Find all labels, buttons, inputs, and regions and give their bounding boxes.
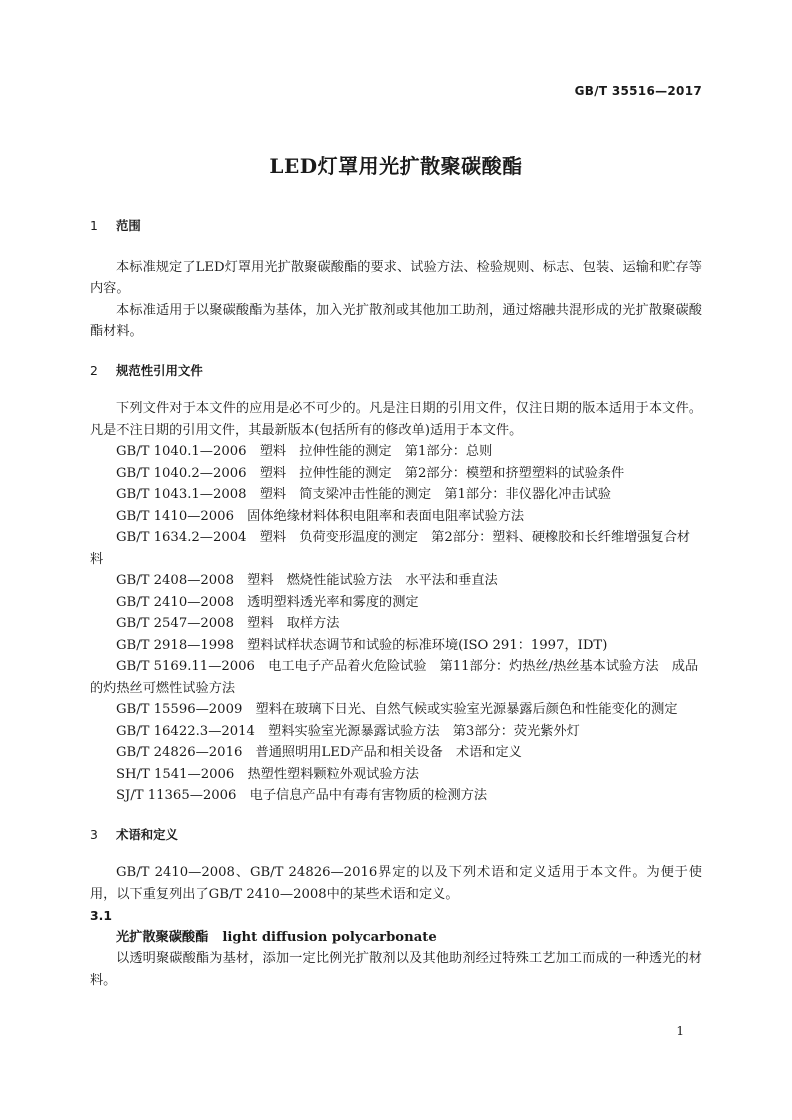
term-chinese: 光扩散聚碳酸酯 [116,929,209,945]
section-3-intro: GB/T 2410—2008、GB/T 24826—2016界定的以及下列术语和定义适用于本文件。为便于使用，以下重复列出了GB/T 2410—2008中的某些术语和定义。 [90,865,702,902]
reference-item: GB/T 1040.1—2006 塑料 拉伸性能的测定 第1部分：总则 [116,444,493,459]
reference-item: GB/T 2408—2008 塑料 燃烧性能试验方法 水平法和垂直法 [116,573,498,588]
section-2-heading [90,360,702,382]
reference-item: SH/T 1541—2006 热塑性塑料颗粒外观试验方法 [116,766,419,782]
document-title: LED灯罩用光扩散聚碳酸酯 [269,154,523,178]
page-number: 1 [676,1024,684,1038]
term-definition: 以透明聚碳酸酯为基材，添加一定比例光扩散剂以及其他助剂经过特殊工艺加工而成的一种透光的材料。 [90,951,702,988]
section-1-paragraph-1: 本标准规定了LED灯罩用光扩散聚碳酸酯的要求、试验方法、检验规则、标志、包装、运输和贮存等内容。 [90,259,702,296]
reference-item: GB/T 1410—2006 固体绝缘材料体积电阻率和表面电阻率试验方法 [116,508,525,524]
reference-item: GB/T 1043.1—2008 塑料 简支梁冲击性能的测定 第1部分：非仪器化冲击试验 [116,487,611,502]
section-1-paragraph-2: 本标准适用于以聚碳酸酯为基体，加入光扩散剂或其他加工助剂，通过熔融共混形成的光扩散聚碳酸酯材料。 [90,302,702,339]
reference-item: GB/T 5169.11—2006 电工电子产品着火危险试验 第11部分：灼热丝/热丝基本试验方法 成品的灼热丝可燃性试验方法 [90,659,699,696]
standard-number: GB/T 35516—2017 [574,84,702,98]
section-1-heading [90,215,702,237]
reference-item: GB/T 1634.2—2004 塑料 负荷变形温度的测定 第2部分：塑料、硬橡胶和长纤维增强复合材料 [90,530,691,567]
section-1-number: 1 [90,218,98,233]
reference-item: GB/T 2547—2008 塑料 取样方法 [116,616,340,631]
reference-item: GB/T 16422.3—2014 塑料实验室光源暴露试验方法 第3部分：荧光紫外灯 [116,723,580,739]
reference-item: GB/T 24826—2016 普通照明用LED产品和相关设备 术语和定义 [116,745,522,760]
section-2-intro: 下列文件对于本文件的应用是必不可少的。凡是注日期的引用文件，仅注日期的版本适用于本文件。凡是不注日期的引用文件，其最新版本(包括所有的修改单)适用于本文件。 [90,401,702,438]
reference-item: GB/T 2918—1998 塑料试样状态调节和试验的标准环境(ISO 291：1997，IDT) [116,637,608,653]
clause-number: 3.1 [90,908,112,923]
term-entry [90,927,702,949]
term-english: light diffusion polycarbonate [222,929,437,945]
section-3-number: 3 [90,826,98,842]
reference-item: GB/T 2410—2008 透明塑料透光率和雾度的测定 [116,594,419,610]
reference-item: SJ/T 11365—2006 电子信息产品中有毒有害物质的检测方法 [116,788,488,803]
document-body [90,215,702,991]
section-1-title: 范围 [116,218,141,233]
reference-item: GB/T 1040.2—2006 塑料 拉伸性能的测定 第2部分：模塑和挤塑塑料的试验条件 [116,465,625,481]
section-3-heading [90,824,702,846]
section-3-title: 术语和定义 [116,826,178,842]
section-2-number: 2 [90,362,98,378]
reference-item: GB/T 15596—2009 塑料在玻璃下日光、自然气候或实验室光源暴露后颜色和性能变化的测定 [116,702,678,717]
section-2-title: 规范性引用文件 [116,362,203,378]
